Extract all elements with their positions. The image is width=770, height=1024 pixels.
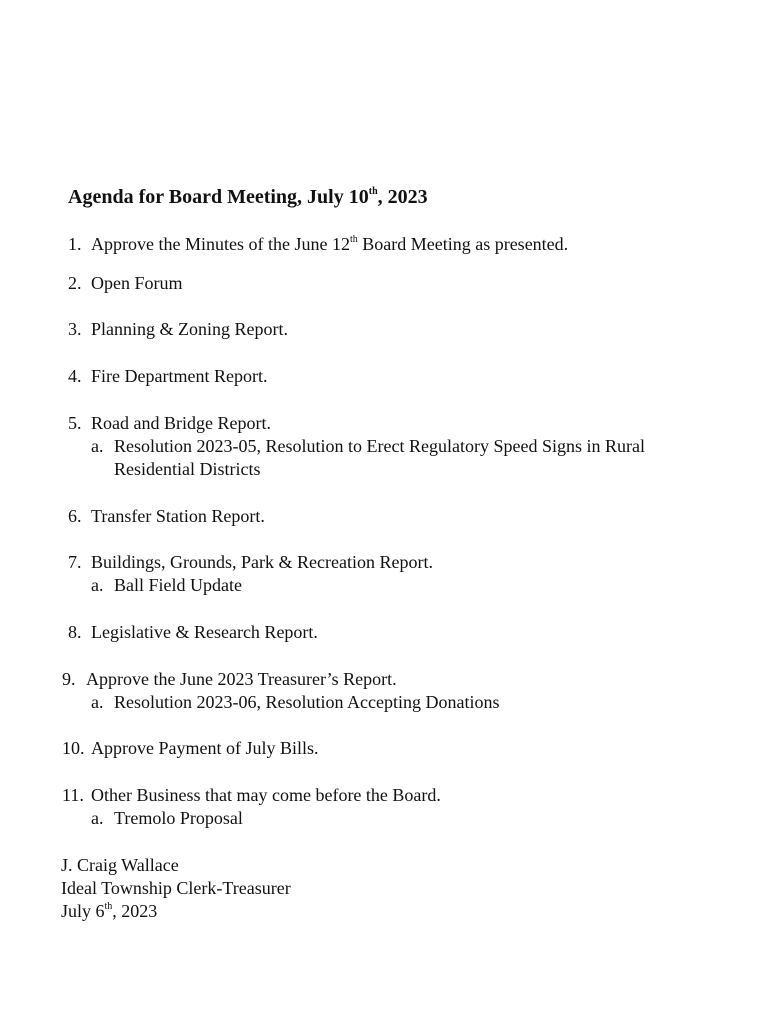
item-text: Fire Department Report. bbox=[91, 366, 268, 386]
item-number: 6. bbox=[68, 506, 82, 526]
subitem-letter: a. bbox=[91, 436, 104, 456]
item-number: 3. bbox=[68, 319, 82, 339]
item-text: Transfer Station Report. bbox=[91, 506, 265, 526]
subitem-letter: a. bbox=[91, 575, 104, 595]
title-year: , 2023 bbox=[377, 186, 428, 208]
subitem-letter: a. bbox=[91, 808, 104, 828]
item-number: 4. bbox=[68, 366, 82, 386]
agenda-subitem-5a bbox=[91, 435, 645, 457]
item-number: 11. bbox=[62, 785, 84, 805]
item-text-end: Board Meeting as presented. bbox=[357, 234, 569, 254]
item-text: Approve the June 2023 Treasurer’s Report. bbox=[86, 669, 397, 689]
agenda-item-10 bbox=[62, 737, 319, 759]
item-number: 5. bbox=[68, 413, 82, 433]
title-text: Agenda for Board Meeting, July 10 bbox=[68, 186, 369, 208]
subitem-text: Resolution 2023-05, Resolution to Erect Regulatory Speed Signs in Rural bbox=[114, 436, 645, 456]
agenda-item-7 bbox=[68, 551, 433, 573]
item-text: Approve Payment of July Bills. bbox=[91, 738, 319, 758]
signature-date bbox=[61, 900, 157, 923]
item-text: Open Forum bbox=[91, 273, 183, 293]
subitem-text: Tremolo Proposal bbox=[114, 808, 243, 828]
agenda-item-8 bbox=[68, 621, 318, 643]
agenda-item-11 bbox=[62, 784, 441, 806]
agenda-item-1 bbox=[68, 233, 568, 255]
date-superscript: th bbox=[104, 901, 113, 912]
item-number: 10. bbox=[62, 738, 85, 758]
item-number: 9. bbox=[62, 669, 76, 689]
title-superscript: th bbox=[368, 186, 378, 198]
date-text: July 6 bbox=[61, 901, 105, 921]
agenda-subitem-7a bbox=[91, 574, 242, 596]
subitem-letter: a. bbox=[91, 692, 104, 712]
subitem-text: Ball Field Update bbox=[114, 575, 242, 595]
agenda-item-9 bbox=[62, 668, 397, 690]
item-superscript: th bbox=[349, 234, 358, 245]
signature-role: Ideal Township Clerk-Treasurer bbox=[61, 878, 291, 898]
item-text: Planning & Zoning Report. bbox=[91, 319, 288, 339]
item-text: Approve the Minutes of the June 12 bbox=[91, 234, 350, 254]
agenda-item-4 bbox=[68, 365, 267, 387]
agenda-item-5 bbox=[68, 412, 271, 434]
agenda-subitem-5a-continued bbox=[114, 458, 260, 480]
agenda-subitem-9a bbox=[91, 691, 499, 713]
date-year: , 2023 bbox=[112, 901, 158, 921]
agenda-item-2 bbox=[68, 272, 183, 294]
subitem-text: Resolution 2023-06, Resolution Accepting Donations bbox=[114, 692, 500, 712]
item-number: 2. bbox=[68, 273, 82, 293]
subitem-text-continued: Residential Districts bbox=[114, 459, 261, 479]
signature-name: J. Craig Wallace bbox=[61, 855, 179, 875]
item-text: Legislative & Research Report. bbox=[91, 622, 318, 642]
item-number: 8. bbox=[68, 622, 82, 642]
agenda-item-6 bbox=[68, 505, 265, 527]
agenda-subitem-11a bbox=[91, 807, 243, 829]
item-number: 7. bbox=[68, 552, 82, 572]
item-text: Buildings, Grounds, Park & Recreation Report. bbox=[91, 552, 433, 572]
agenda-title bbox=[68, 186, 428, 209]
item-text: Other Business that may come before the Board. bbox=[91, 785, 441, 805]
item-number: 1. bbox=[68, 234, 82, 254]
item-text: Road and Bridge Report. bbox=[91, 413, 271, 433]
agenda-item-3 bbox=[68, 318, 288, 340]
